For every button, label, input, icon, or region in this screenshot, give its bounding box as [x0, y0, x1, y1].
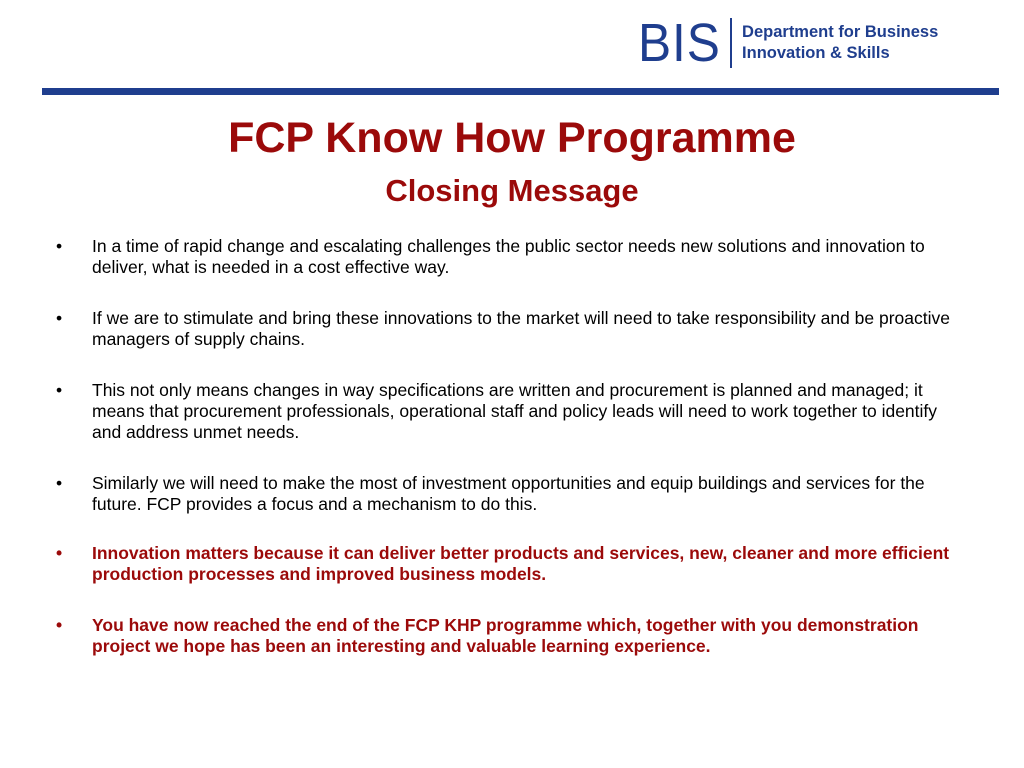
bullet-text: This not only means changes in way specifications are written and procurement is planned and managed; it means that procurement professionals, operational staff and policy leads will need to work together to identify and address unmet needs. [92, 380, 938, 442]
bullet-text: Similarly we will need to make the most of investment opportunities and equip buildings and services for the future. FCP provides a focus and a mechanism to do this. [92, 473, 925, 514]
bullet-icon: • [56, 380, 63, 400]
bullet-item [56, 473, 968, 515]
logo-line-2: Innovation & Skills [742, 44, 890, 62]
bullet-icon: • [56, 236, 63, 256]
bullet-text: You have now reached the end of the FCP KHP programme which, together with you demonstration project we hope has been an interesting and valuable learning experience. [92, 615, 919, 656]
header-rule [42, 88, 999, 95]
slide-title: FCP Know How Programme [228, 114, 796, 162]
bullet-item [56, 308, 968, 350]
logo-wordmark [742, 22, 938, 64]
slide-subtitle: Closing Message [385, 173, 639, 208]
logo-mark: BIS [638, 13, 721, 73]
logo-divider [730, 18, 732, 68]
bullet-icon: • [56, 308, 63, 328]
bullet-item [56, 236, 968, 278]
bullet-text: Innovation matters because it can deliver better products and services, new, cleaner and more efficient production processes and improved business models. [92, 543, 950, 584]
bis-logo [638, 14, 938, 72]
bullet-list [56, 236, 968, 657]
bullet-icon: • [56, 615, 63, 635]
logo-line-1: Department for Business [742, 23, 939, 41]
bullet-item-highlight [56, 543, 968, 585]
bullet-icon: • [56, 473, 63, 493]
bullet-text: In a time of rapid change and escalating challenges the public sector needs new solutions and innovation to deliver, what is needed in a cost effective way. [92, 236, 925, 277]
bullet-icon: • [56, 543, 63, 563]
bullet-item [56, 380, 968, 443]
bullet-text: If we are to stimulate and bring these innovations to the market will need to take responsibility and be proactive managers of supply chains. [92, 308, 950, 349]
bullet-item-highlight [56, 615, 968, 657]
